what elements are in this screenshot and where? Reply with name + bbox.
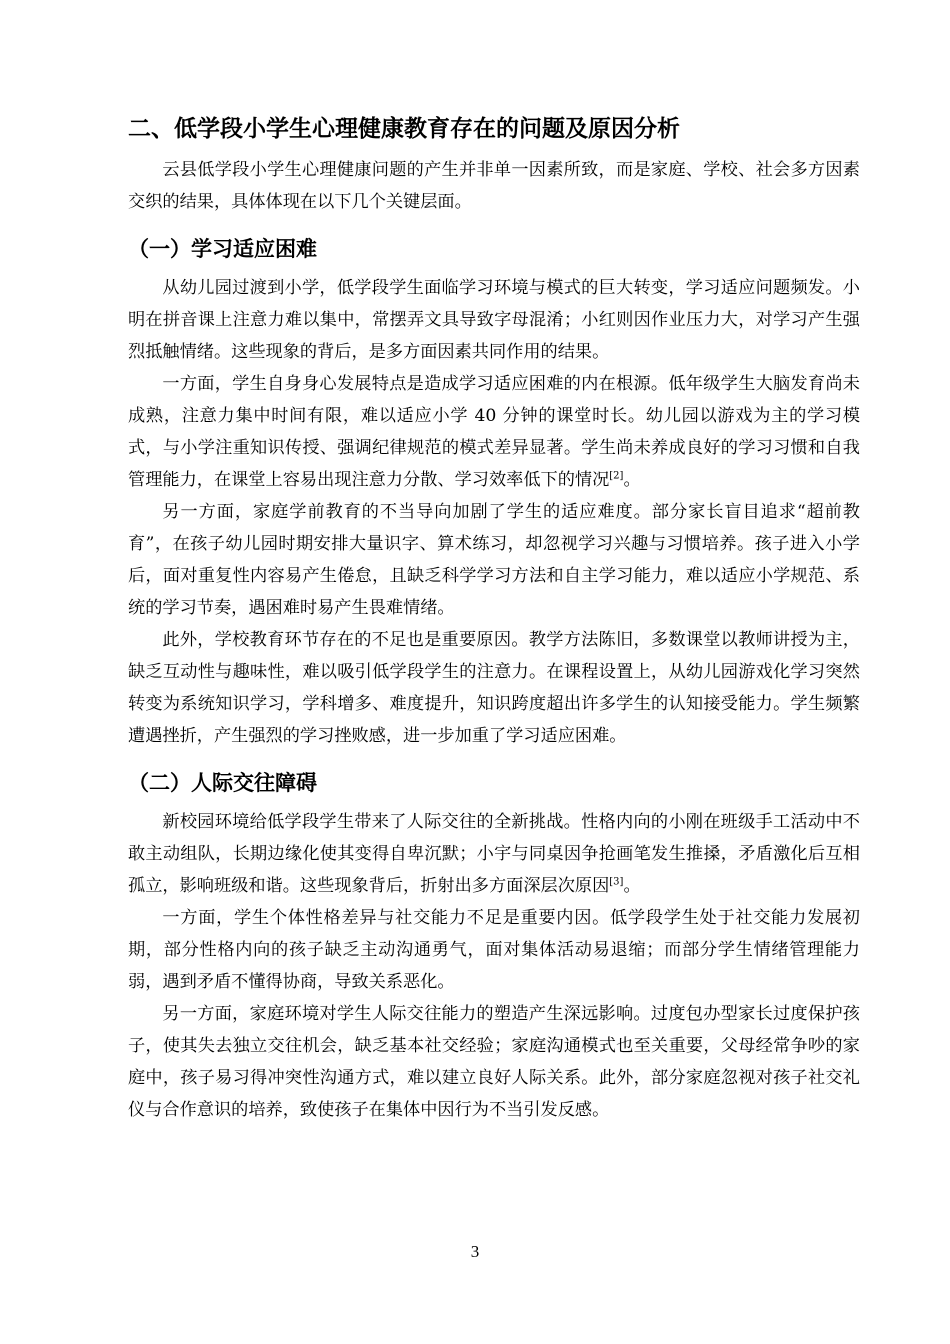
paragraph-text: 一方面，学生自身身心发展特点是造成学习适应困难的内在根源。低年级学生大脑发育尚未成熟，注意力集中时间有限，难以适应小学 40 分钟的课堂时长。幼儿园以游戏为主的学习模式，与小学注重知识传授、强调纪律规范的模式差异显著。学生尚未养成良好的学习习惯和自我管理能力，在课堂上容易出现注意力分散、学习效率低下的情况 — [128, 374, 860, 490]
paragraph-end: 。 — [623, 470, 641, 490]
paragraph: 另一方面，家庭学前教育的不当导向加剧了学生的适应难度。部分家长盲目追求“超前教育”，在孩子幼儿园时期安排大量识字、算术练习，却忽视学习兴趣与习惯培养。孩子进入小学后，面对重复性内容易产生倦怠，且缺乏科学学习方法和自主学习能力，难以适应小学规范、系统的学习节奏，遇困难时易产生畏难情绪。 — [128, 502, 860, 618]
citation-ref: [3] — [609, 876, 624, 888]
paragraph-text: 新校园环境给低学段学生带来了人际交往的全新挑战。性格内向的小刚在班级手工活动中不敢主动组队，长期边缘化使其变得自卑沉默；小宇与同桌因争抢画笔发生推搡，矛盾激化后互相孤立，影响班级和谐。这些现象背后，折射出多方面深层次原因 — [128, 812, 860, 896]
paragraph-end: 。 — [623, 876, 641, 896]
subsection-title-social: （二）人际交往障碍 — [128, 771, 317, 795]
section-title: 二、低学段小学生心理健康教育存在的问题及原因分析 — [128, 116, 680, 142]
paragraph: 一方面，学生个体性格差异与社交能力不足是重要内因。低学段学生处于社交能力发展初期，部分性格内向的孩子缺乏主动沟通勇气，面对集体活动易退缩；而部分学生情绪管理能力弱，遇到矛盾不懂得协商，导致关系恶化。 — [128, 908, 860, 992]
intro-paragraph: 云县低学段小学生心理健康问题的产生并非单一因素所致，而是家庭、学校、社会多方因素交织的结果，具体体现在以下几个关键层面。 — [128, 160, 860, 212]
paragraph — [128, 368, 860, 496]
paragraph — [128, 806, 860, 902]
paragraph: 此外，学校教育环节存在的不足也是重要原因。教学方法陈旧，多数课堂以教师讲授为主，缺乏互动性与趣味性，难以吸引低学段学生的注意力。在课程设置上，从幼儿园游戏化学习突然转变为系统知识学习，学科增多、难度提升，知识跨度超出许多学生的认知接受能力。学生频繁遭遇挫折，产生强烈的学习挫败感，进一步加重了学习适应困难。 — [128, 630, 860, 746]
citation-ref: [2] — [609, 470, 624, 482]
document-page — [128, 112, 860, 1126]
paragraph: 另一方面，家庭环境对学生人际交往能力的塑造产生深远影响。过度包办型家长过度保护孩子，使其失去独立交往机会，缺乏基本社交经验；家庭沟通模式也至关重要，父母经常争吵的家庭中，孩子易习得冲突性沟通方式，难以建立良好人际关系。此外，部分家庭忽视对孩子社交礼仪与合作意识的培养，致使孩子在集体中因行为不当引发反感。 — [128, 1004, 860, 1120]
paragraph: 从幼儿园过渡到小学，低学段学生面临学习环境与模式的巨大转变，学习适应问题频发。小明在拼音课上注意力难以集中，常摆弄文具导致字母混淆；小红则因作业压力大，对学习产生强烈抵触情绪。这些现象的背后，是多方面因素共同作用的结果。 — [128, 278, 860, 362]
subsection-title-learning: （一）学习适应困难 — [128, 237, 317, 261]
page-number: 3 — [470, 1242, 480, 1261]
